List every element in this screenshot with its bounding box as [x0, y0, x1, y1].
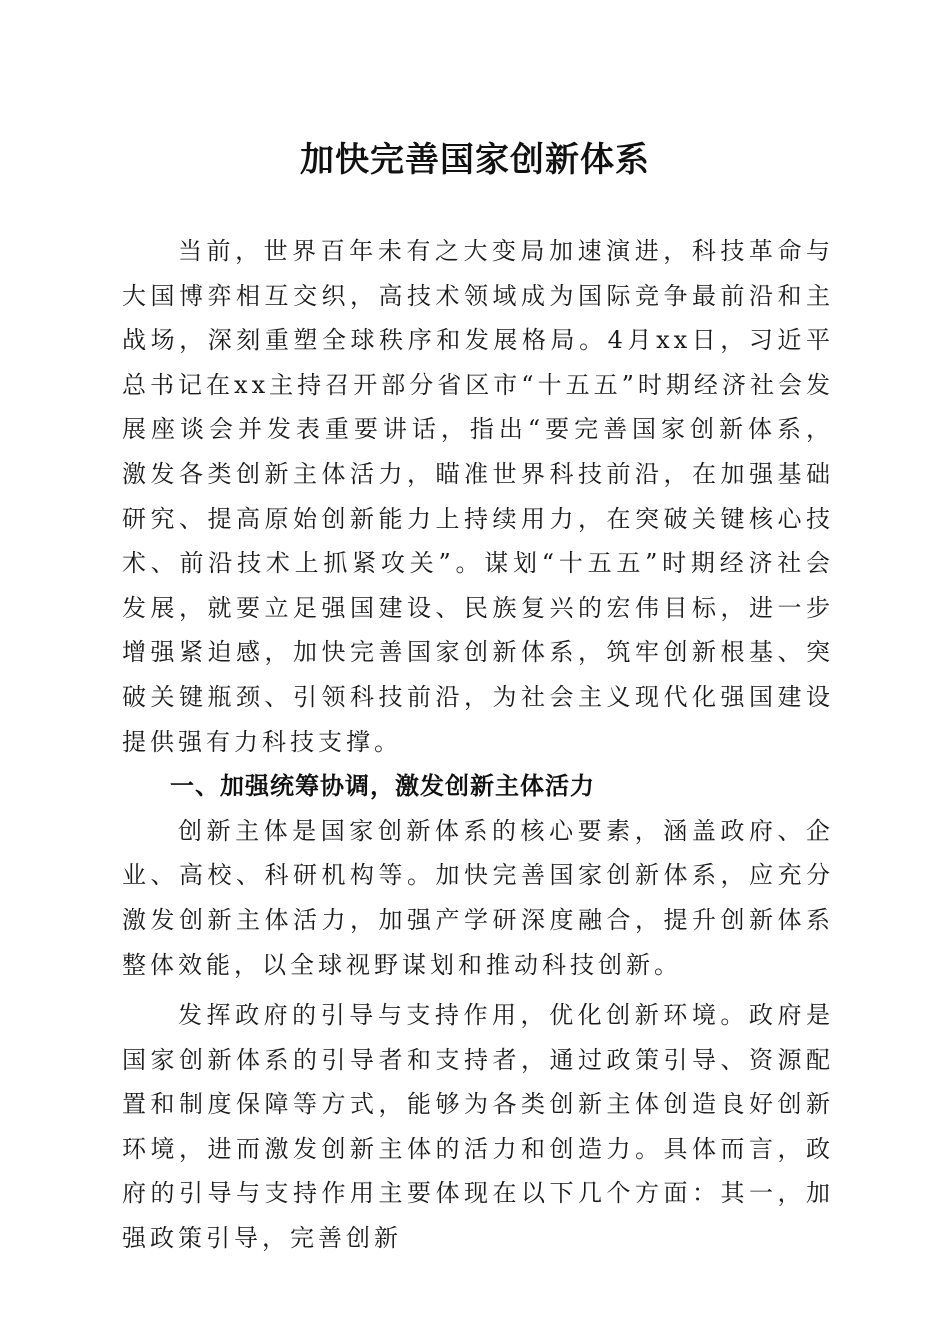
section-paragraph: 创新主体是国家创新体系的核心要素，涵盖政府、企业、高校、科研机构等。加快完善国家创新体系，应充分激发创新主体活力，加强产学研深度融合，提升创新体系整体效能，以全球视野谋划和推动科技创新。 [122, 816, 834, 979]
section-heading: 一、加强统筹协调，激发创新主体活力 [170, 772, 595, 801]
intro-paragraph: 当前，世界百年未有之大变局加速演进，科技革命与大国博弈相互交织，高技术领域成为国际竞争最前沿和主战场，深刻重塑全球秩序和发展格局。4月xx日，习近平总书记在xx主持召开部分省区市“十五五”时期经济社会发展座谈会并发表重要讲话，指出“要完善国家创新体系，激发各类创新主体活力，瞄准世界科技前沿，在加强基础研究、提高原始创新能力上持续用力，在突破关键核心技术、前沿技术上抓紧攻关”。谋划“十五五”时期经济社会发展，就要立足强国建设、民族复兴的宏伟目标，进一步增强紧迫感，加快完善国家创新体系，筑牢创新根基、突破关键瓶颈、引领科技前沿，为社会主义现代化强国建设提供强有力科技支撑。 [122, 237, 834, 756]
document-body [122, 229, 834, 1261]
section-paragraph: 发挥政府的引导与支持作用，优化创新环境。政府是国家创新体系的引导者和支持者，通过政策引导、资源配置和制度保障等方式，能够为各类创新主体创造良好创新环境，进而激发创新主体的活力和创造力。具体而言，政府的引导与支持作用主要体现在以下几个方面：其一，加强政策引导，完善创新 [122, 1001, 834, 1253]
document-title: 加快完善国家创新体系 [300, 140, 650, 180]
